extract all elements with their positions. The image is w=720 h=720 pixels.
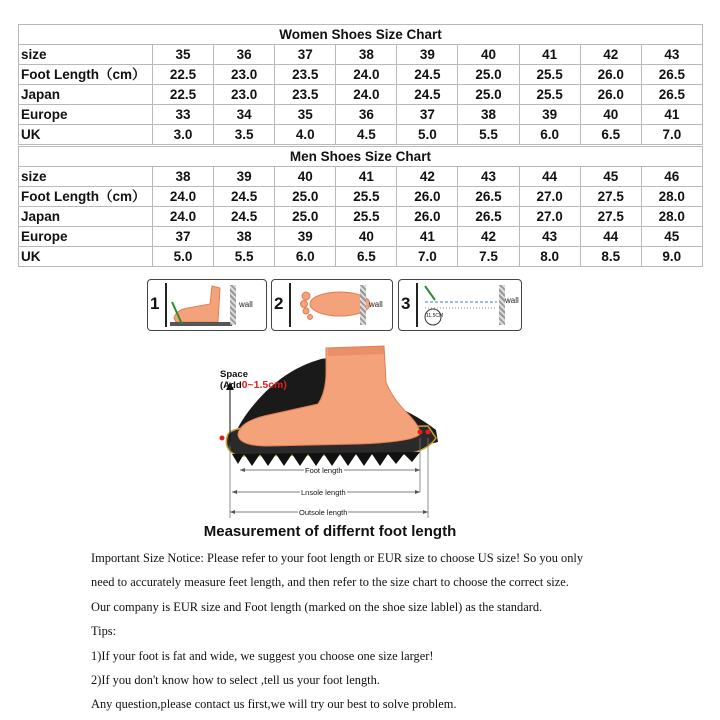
table-cell: 25.5 bbox=[336, 187, 397, 207]
step-number: 1 bbox=[150, 294, 160, 313]
wall-hatch bbox=[499, 285, 505, 325]
table-cell: 44 bbox=[519, 167, 580, 187]
size-notes bbox=[91, 549, 691, 720]
table-cell: 23.0 bbox=[214, 85, 275, 105]
table-cell: 36 bbox=[336, 105, 397, 125]
table-cell: 42 bbox=[458, 227, 519, 247]
table-cell: 28.0 bbox=[641, 207, 702, 227]
table-cell: 43 bbox=[641, 45, 702, 65]
table-cell: 5.0 bbox=[397, 125, 458, 145]
row-label: Japan bbox=[19, 207, 153, 227]
row-label: Foot Length（cm） bbox=[19, 65, 153, 85]
table-cell: 25.0 bbox=[275, 187, 336, 207]
step-divider bbox=[289, 283, 291, 327]
note-line: need to accurately measure feet length, and then refer to the size chart to choose the correct size. bbox=[91, 575, 569, 590]
wall-label: wall bbox=[505, 296, 519, 305]
row-label: size bbox=[19, 167, 153, 187]
row-label: size bbox=[19, 45, 153, 65]
note-line: Our company is EUR size and Foot length (marked on the shoe size lablel) as the standard. bbox=[91, 599, 543, 614]
table-cell: 46 bbox=[641, 167, 702, 187]
table-cell: 4.5 bbox=[336, 125, 397, 145]
table-cell: 24.5 bbox=[214, 207, 275, 227]
table-cell: 25.0 bbox=[275, 207, 336, 227]
ruler-icon bbox=[419, 282, 499, 328]
table-cell: 24.5 bbox=[397, 85, 458, 105]
table-row bbox=[19, 45, 703, 65]
ruler-label: 11.5CM bbox=[426, 313, 444, 319]
table-cell: 39 bbox=[397, 45, 458, 65]
row-label: UK bbox=[19, 247, 153, 267]
table-cell: 25.5 bbox=[336, 207, 397, 227]
table-cell: 27.5 bbox=[580, 187, 641, 207]
table-row bbox=[19, 167, 703, 187]
table-cell: 6.0 bbox=[519, 125, 580, 145]
table-cell: 44 bbox=[580, 227, 641, 247]
table-cell: 24.0 bbox=[153, 187, 214, 207]
table-cell: 45 bbox=[641, 227, 702, 247]
table-cell: 38 bbox=[214, 227, 275, 247]
chart-title: Women Shoes Size Chart bbox=[19, 25, 703, 45]
women-size-chart bbox=[18, 24, 703, 145]
table-cell: 24.5 bbox=[214, 187, 275, 207]
row-label: Europe bbox=[19, 105, 153, 125]
table-cell: 23.5 bbox=[275, 85, 336, 105]
table-cell: 37 bbox=[275, 45, 336, 65]
table-cell: 35 bbox=[153, 45, 214, 65]
table-cell: 26.0 bbox=[397, 187, 458, 207]
table-cell: 25.5 bbox=[519, 85, 580, 105]
table-cell: 9.0 bbox=[641, 247, 702, 267]
foot-measurement-diagram bbox=[208, 342, 444, 520]
table-cell: 26.5 bbox=[458, 207, 519, 227]
step-1-panel bbox=[147, 279, 267, 331]
table-cell: 26.5 bbox=[641, 65, 702, 85]
table-cell: 24.5 bbox=[397, 65, 458, 85]
step-number: 2 bbox=[274, 294, 284, 313]
step-divider bbox=[416, 283, 418, 327]
chart-title: Men Shoes Size Chart bbox=[19, 147, 703, 167]
table-cell: 25.0 bbox=[458, 65, 519, 85]
table-cell: 35 bbox=[275, 105, 336, 125]
insole-length-label: Lnsole length bbox=[301, 488, 346, 497]
table-cell: 22.5 bbox=[153, 85, 214, 105]
table-cell: 5.5 bbox=[214, 247, 275, 267]
step-number: 3 bbox=[401, 294, 411, 313]
step-3-panel bbox=[398, 279, 522, 331]
row-label: UK bbox=[19, 125, 153, 145]
table-row bbox=[19, 207, 703, 227]
table-cell: 3.5 bbox=[214, 125, 275, 145]
table-cell: 34 bbox=[214, 105, 275, 125]
outsole-length-label: Outsole length bbox=[299, 508, 348, 517]
table-cell: 38 bbox=[153, 167, 214, 187]
table-cell: 38 bbox=[336, 45, 397, 65]
table-cell: 27.5 bbox=[580, 207, 641, 227]
table-cell: 24.0 bbox=[153, 207, 214, 227]
diagram-caption: Measurement of differnt foot length bbox=[203, 523, 457, 540]
wall-hatch bbox=[360, 285, 366, 325]
table-cell: 24.0 bbox=[336, 85, 397, 105]
note-line: 2)If you don't know how to select ,tell us your foot length. bbox=[91, 672, 380, 687]
table-cell: 42 bbox=[397, 167, 458, 187]
table-cell: 41 bbox=[397, 227, 458, 247]
table-cell: 39 bbox=[519, 105, 580, 125]
table-cell: 42 bbox=[580, 45, 641, 65]
table-cell: 45 bbox=[580, 167, 641, 187]
table-cell: 4.0 bbox=[275, 125, 336, 145]
row-label: Japan bbox=[19, 85, 153, 105]
table-cell: 27.0 bbox=[519, 187, 580, 207]
table-cell: 41 bbox=[641, 105, 702, 125]
table-cell: 37 bbox=[397, 105, 458, 125]
table-cell: 41 bbox=[519, 45, 580, 65]
table-cell: 5.0 bbox=[153, 247, 214, 267]
table-cell: 40 bbox=[336, 227, 397, 247]
table-cell: 40 bbox=[458, 45, 519, 65]
table-cell: 7.0 bbox=[397, 247, 458, 267]
table-cell: 43 bbox=[519, 227, 580, 247]
table-cell: 25.0 bbox=[458, 85, 519, 105]
table-cell: 25.5 bbox=[519, 65, 580, 85]
table-row bbox=[19, 105, 703, 125]
table-cell: 39 bbox=[214, 167, 275, 187]
table-cell: 23.5 bbox=[275, 65, 336, 85]
table-cell: 8.0 bbox=[519, 247, 580, 267]
table-cell: 23.0 bbox=[214, 65, 275, 85]
note-line: Any question,please contact us first,we will try our best to solve problem. bbox=[91, 697, 457, 712]
measurement-steps bbox=[147, 279, 523, 331]
step-divider bbox=[165, 283, 167, 327]
table-cell: 6.5 bbox=[580, 125, 641, 145]
table-cell: 8.5 bbox=[580, 247, 641, 267]
table-cell: 24.0 bbox=[336, 65, 397, 85]
table-row bbox=[19, 125, 703, 145]
table-cell: 28.0 bbox=[641, 187, 702, 207]
table-row bbox=[19, 65, 703, 85]
table-cell: 26.5 bbox=[458, 187, 519, 207]
table-cell: 26.0 bbox=[580, 85, 641, 105]
chart-title-row bbox=[19, 147, 703, 167]
table-cell: 26.0 bbox=[397, 207, 458, 227]
table-row bbox=[19, 227, 703, 247]
note-line: Tips: bbox=[91, 624, 117, 639]
note-line: 1)If your foot is fat and wide, we suggest you choose one size larger! bbox=[91, 648, 434, 663]
step-2-panel bbox=[271, 279, 393, 331]
table-cell: 3.0 bbox=[153, 125, 214, 145]
table-cell: 7.0 bbox=[641, 125, 702, 145]
table-cell: 5.5 bbox=[458, 125, 519, 145]
table-row bbox=[19, 187, 703, 207]
space-value: 0~1.5cm) bbox=[241, 379, 287, 391]
table-cell: 43 bbox=[458, 167, 519, 187]
table-cell: 41 bbox=[336, 167, 397, 187]
table-cell: 33 bbox=[153, 105, 214, 125]
note-line: Important Size Notice: Please refer to your foot length or EUR size to choose US size! So you only bbox=[91, 551, 584, 565]
men-size-chart bbox=[18, 146, 703, 267]
foot-side-icon bbox=[168, 282, 248, 328]
table-cell: 38 bbox=[458, 105, 519, 125]
chart-title-row bbox=[19, 25, 703, 45]
table-cell: 6.5 bbox=[336, 247, 397, 267]
row-label: Foot Length（cm） bbox=[19, 187, 153, 207]
table-row bbox=[19, 85, 703, 105]
table-cell: 22.5 bbox=[153, 65, 214, 85]
space-title: Space bbox=[220, 369, 248, 380]
table-cell: 26.0 bbox=[580, 65, 641, 85]
table-cell: 36 bbox=[214, 45, 275, 65]
table-cell: 40 bbox=[580, 105, 641, 125]
table-cell: 7.5 bbox=[458, 247, 519, 267]
space-label bbox=[220, 369, 287, 391]
wall-label: wall bbox=[369, 300, 383, 309]
table-cell: 39 bbox=[275, 227, 336, 247]
table-cell: 26.5 bbox=[641, 85, 702, 105]
wall-label: wall bbox=[239, 300, 253, 309]
table-row bbox=[19, 247, 703, 267]
space-prefix: (Add bbox=[220, 380, 242, 391]
table-cell: 37 bbox=[153, 227, 214, 247]
wall-hatch bbox=[230, 285, 236, 325]
table-cell: 40 bbox=[275, 167, 336, 187]
row-label: Europe bbox=[19, 227, 153, 247]
foot-length-label: Foot length bbox=[305, 466, 343, 475]
table-cell: 6.0 bbox=[275, 247, 336, 267]
table-cell: 27.0 bbox=[519, 207, 580, 227]
